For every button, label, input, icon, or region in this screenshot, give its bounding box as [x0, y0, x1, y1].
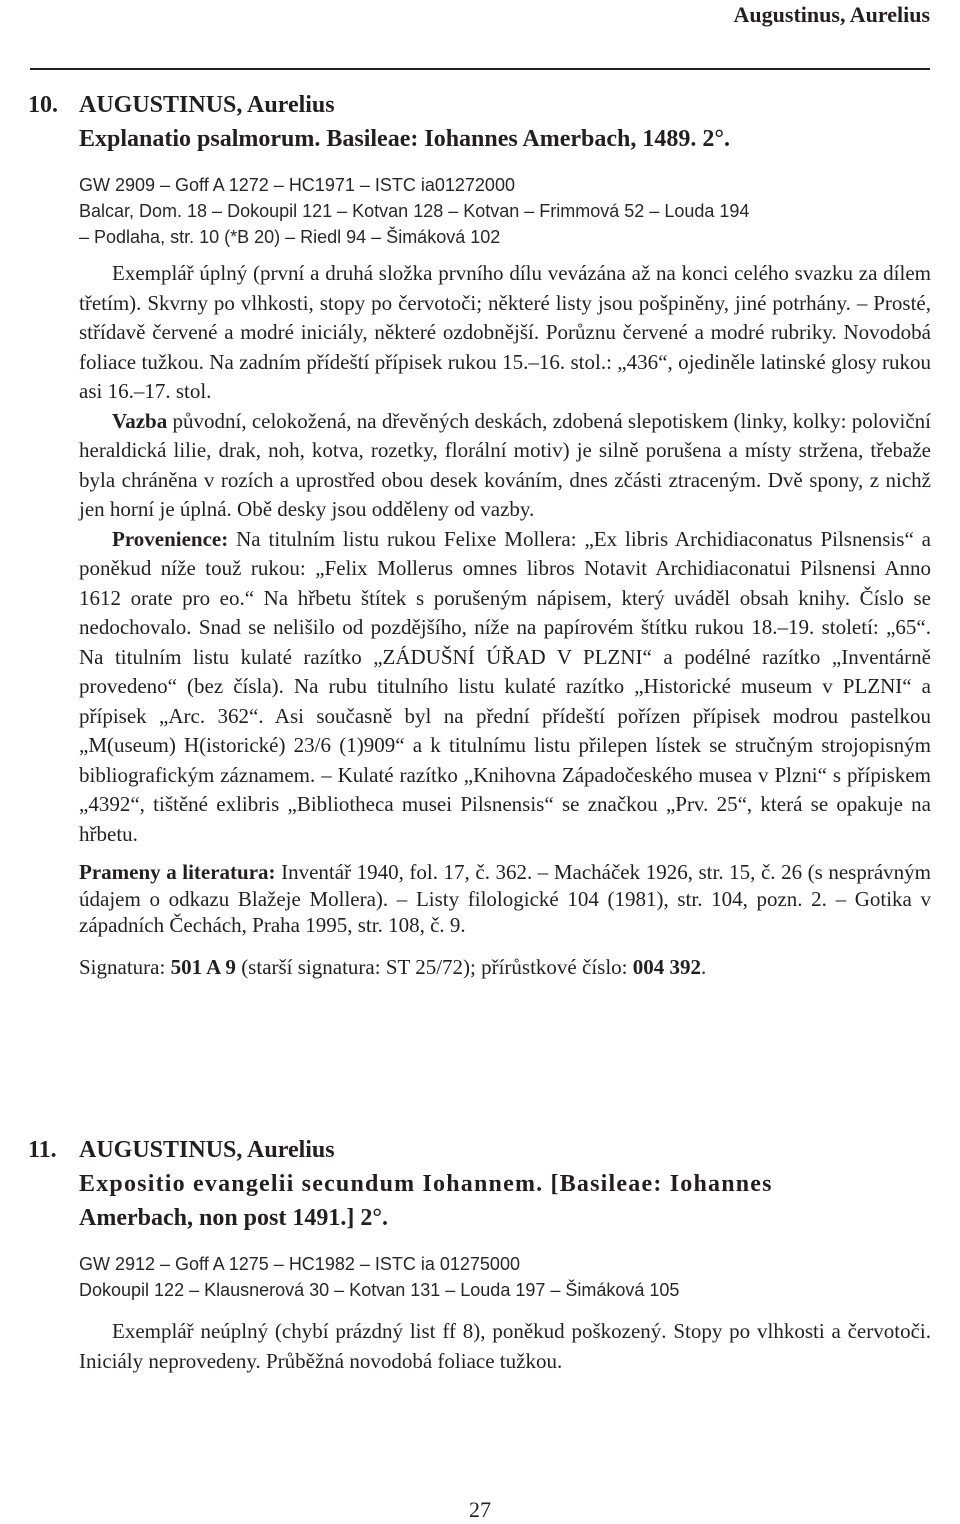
accession-number: 004 392: [632, 954, 702, 979]
entry-title: Explanatio psalmorum. Basileae: Iohannes Amerbach, 1489. 2°.: [79, 126, 730, 152]
entry-body: [79, 1133, 931, 1376]
sources-text: Inventář 1940, fol. 17, č. 362. – Macháček 1926, str. 15, č. 26 (s nesprávným údajem o odkazu Blažeje Mollera). – Listy filologické 104 (1981), str. 104, pozn. 2. – Gotika v západních Čechách, Praha 1995, str. 108, č. 9.: [79, 860, 931, 937]
provenance-paragraph: [79, 525, 931, 850]
reference-line: GW 2912 – Goff A 1275 – HC1982 – ISTC ia 01275000: [79, 1254, 520, 1274]
sources-paragraph: [79, 859, 931, 939]
sources-label: Prameny a literatura:: [79, 860, 276, 884]
header-rule: [30, 68, 930, 70]
entry-author: AUGUSTINUS, Aurelius: [79, 92, 335, 118]
signature-value: 501 A 9: [170, 954, 236, 979]
signature-mid: (starší signatura: ST 25/72); přírůstkové číslo:: [235, 954, 633, 979]
signature-end: .: [701, 954, 707, 979]
entry-author: AUGUSTINUS, Aurelius: [79, 1137, 335, 1163]
reference-line: GW 2909 – Goff A 1272 – HC1971 – ISTC ia01272000: [79, 175, 515, 195]
running-head: Augustinus, Aurelius: [733, 2, 930, 27]
provenance-text: Na titulním listu rukou Felixe Mollera: „Ex libris Archidiaconatus Pilsnensis“ a poněkud níže touž rukou: „Felix Mollerus omnes libros Notavit Archidiaconatui Pilsnensi Anno 1612 orate pro eo.“ Na hřbetu štítek s porušeným nápisem, který uváděl obsah knihy. Číslo se nedochovalo. Snad se nelišilo od pozdějšího, níže na papírovém štítku rukou 18.–19. století: „65“. Na titulním listu kulaté razítko „ZÁDUŠNÍ ÚŘAD V PLZNI“ a podélné razítko „Inventárně provedeno“ (bez čísla). Na rubu titulního listu kulaté razítko „Historické museum v PLZNI“ a přípisek „Arc. 362“. Asi současně byl na přední přídeští pořízen přípisek modrou pastelkou „M(useum) H(istorické) 23/6 (1)909“ a k titulnímu listu přilepen lístek se stručným strojopisným bibliografickým záznamem. – Kulaté razítko „Knihovna Západočeského musea v Plzni“ s přípiskem „4392“, tištěné exlibris „Bibliotheca musei Pilsnensis“ se značkou „Prv. 25“, která se opakuje na hřbetu.: [79, 526, 931, 846]
entry-body: [79, 88, 931, 982]
entry-number: 10.: [28, 92, 58, 118]
page-header: [0, 0, 960, 74]
entry-number: 11.: [28, 1137, 57, 1163]
binding-label: Vazba: [112, 408, 168, 433]
page-number: 27: [469, 1497, 491, 1522]
reference-line: Balcar, Dom. 18 – Dokoupil 121 – Kotvan 128 – Kotvan – Frimmová 52 – Louda 194: [79, 201, 750, 221]
reference-line: Dokoupil 122 – Klausnerová 30 – Kotvan 131 – Louda 197 – Šimáková 105: [79, 1280, 680, 1300]
description-paragraph: Exemplář neúplný (chybí prázdný list ff 8), poněkud poškozený. Stopy po vlhkosti a červotoči. Iniciály neprovedeny. Průběžná novodobá foliace tužkou.: [79, 1319, 931, 1373]
entry-title: Expositio evangelii secundum Iohannem. [Basileae: Iohannes: [79, 1171, 773, 1197]
provenance-label: Provenience:: [112, 526, 229, 551]
reference-line: – Podlaha, str. 10 (*B 20) – Riedl 94 – Šimáková 102: [79, 227, 501, 247]
binding-text: původní, celokožená, na dřevěných deskách, zdobená slepotiskem (linky, kolky: poloviční heraldická lilie, drak, noh, kotva, rozetky, florální motiv) je silně porušena a místy stržena, třebaže byla chráněna v rozích a uprostřed obou desek kováním, dnes zčásti ztraceným. Dvě spony, z nichž jen horní je úplná. Obě desky jsou odděleny od vazby.: [79, 408, 932, 521]
signature-label: Signatura:: [79, 954, 171, 979]
description-paragraph: Exemplář úplný (první a druhá složka prvního dílu vevázána až na konci celého svazku za dílem třetím). Skvrny po vlhkosti, stopy po červotoči; některé listy jsou pošpiněny, jiné potrhány. – Prosté, střídavě červené a modré iniciály, některé ozdobnější. Porůznu červené a modré rubriky. Novodobá foliace tužkou. Na zadním přídeští přípisek rukou 15.–16. stol.: „436“, ojediněle latinské glosy rukou asi 16.–17. stol.: [79, 261, 931, 403]
binding-paragraph: [79, 407, 931, 525]
signature-line: [79, 953, 931, 983]
entry-title: Amerbach, non post 1491.] 2°.: [79, 1205, 388, 1231]
